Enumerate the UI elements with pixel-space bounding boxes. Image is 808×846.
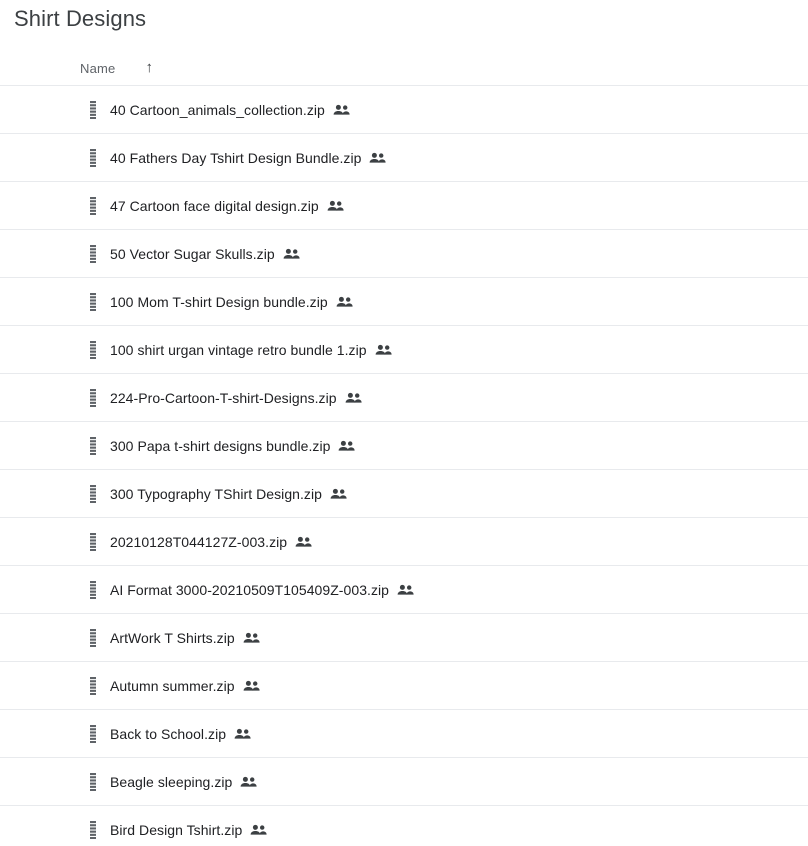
file-name-label: 40 Cartoon_animals_collection.zip [110,101,325,118]
zip-file-icon [80,485,106,503]
people-shared-icon [375,344,393,356]
people-shared-icon [295,536,313,548]
table-row[interactable] [0,566,808,614]
zip-file-icon [80,101,106,119]
page-title: Shirt Designs [14,6,147,31]
column-header-name[interactable]: Name [80,61,116,76]
sort-ascending-arrow-icon[interactable]: ↑ [145,59,153,76]
zip-file-icon [80,629,106,647]
table-row[interactable] [0,710,808,758]
people-shared-icon [397,584,415,596]
people-shared-icon [283,248,301,260]
list-column-header [0,52,808,86]
zip-file-icon [80,677,106,695]
zip-file-icon [80,533,106,551]
file-name-label: 20210128T044127Z-003.zip [110,533,288,550]
file-name-label: 224-Pro-Cartoon-T-shirt-Designs.zip [110,389,337,406]
file-name-label: 47 Cartoon face digital design.zip [110,197,319,214]
zip-file-icon [80,389,106,407]
file-name-label: Autumn summer.zip [110,677,235,694]
people-shared-icon [369,152,387,164]
table-row[interactable] [0,518,808,566]
zip-file-icon [80,773,106,791]
table-row[interactable] [0,806,808,846]
zip-file-icon [80,293,106,311]
people-shared-icon [234,728,252,740]
table-row[interactable] [0,614,808,662]
table-row[interactable] [0,326,808,374]
file-name-label: Bird Design Tshirt.zip [110,821,243,838]
zip-file-icon [80,245,106,263]
zip-file-icon [80,437,106,455]
file-name-label: ArtWork T Shirts.zip [110,629,235,646]
people-shared-icon [243,680,261,692]
zip-file-icon [80,341,106,359]
table-row[interactable] [0,182,808,230]
people-shared-icon [243,632,261,644]
zip-file-icon [80,725,106,743]
table-row[interactable] [0,470,808,518]
file-name-label: Back to School.zip [110,725,227,742]
people-shared-icon [338,440,356,452]
file-name-label: 300 Typography TShirt Design.zip [110,485,322,502]
table-row[interactable] [0,758,808,806]
file-name-label: 100 Mom T-shirt Design bundle.zip [110,293,328,310]
file-rows-container [0,86,808,846]
table-row[interactable] [0,86,808,134]
table-row[interactable] [0,422,808,470]
file-name-label: 300 Papa t-shirt designs bundle.zip [110,437,331,454]
table-row[interactable] [0,230,808,278]
people-shared-icon [336,296,354,308]
zip-file-icon [80,821,106,839]
people-shared-icon [345,392,363,404]
people-shared-icon [333,104,351,116]
people-shared-icon [330,488,348,500]
people-shared-icon [240,776,258,788]
zip-file-icon [80,197,106,215]
table-row[interactable] [0,374,808,422]
table-row[interactable] [0,662,808,710]
table-row[interactable] [0,278,808,326]
file-list [0,52,808,846]
file-name-label: AI Format 3000-20210509T105409Z-003.zip [110,581,390,598]
people-shared-icon [250,824,268,836]
file-name-label: 50 Vector Sugar Skulls.zip [110,245,275,262]
people-shared-icon [327,200,345,212]
zip-file-icon [80,149,106,167]
table-row[interactable] [0,134,808,182]
file-name-label: Beagle sleeping.zip [110,773,233,790]
zip-file-icon [80,581,106,599]
file-name-label: 100 shirt urgan vintage retro bundle 1.zip [110,341,367,358]
file-name-label: 40 Fathers Day Tshirt Design Bundle.zip [110,149,362,166]
